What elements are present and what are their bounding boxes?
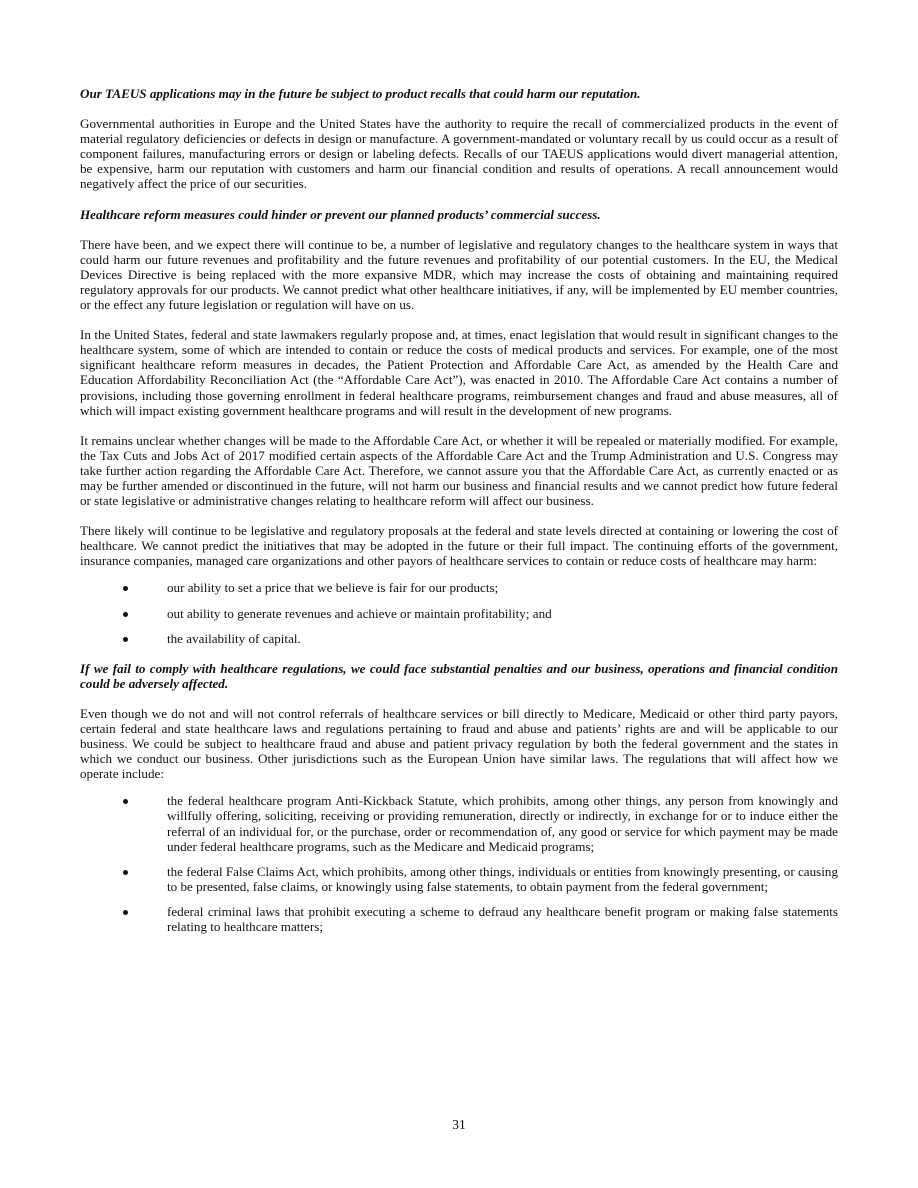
paragraph-legislative-changes: There have been, and we expect there will continue to be, a number of legislative and regulatory changes to the healthcare system in ways that could harm our future revenues and profitability and the future revenues and profitability of our potential customers. In the EU, the Medical Devices Directive is being replaced with the more expansive MDR, which may increase the costs of obtaining and maintaining required regulatory approvals for our products. We cannot predict what other healthcare initiatives, if any, will be implemented by EU member countries, or the effect any future legislation or regulation will have on us.	[80, 236, 838, 313]
list-item	[80, 904, 838, 934]
paragraph-fraud-abuse-laws: Even though we do not and will not control referrals of healthcare services or bill directly to Medicare, Medicaid or other third party payors, certain federal and state healthcare laws and regulations pertaining to fraud and abuse and patients’ rights are and will be applicable to our business. We could be subject to healthcare fraud and abuse and patient privacy regulation by both the federal government and the states in which we conduct our business. Other jurisdictions such as the European Union have similar laws. The regulations that will affect how we operate include:	[80, 705, 838, 782]
bullet-icon	[123, 612, 128, 617]
page-number: 31	[452, 1117, 466, 1132]
bullet-list-harms	[80, 580, 838, 645]
list-item-text: the federal healthcare program Anti-Kickback Statute, which prohibits, among other things, any person from knowingly and willfully offering, soliciting, receiving or providing remuneration, directly or indirectly, in exchange for or to induce either the referral of an individual for, or the purchase, order or recommendation of, any good or service for which payment may be made under federal healthcare programs, such as the Medicare and Medicaid programs;	[167, 793, 838, 854]
list-item-text: the availability of capital.	[167, 630, 301, 646]
list-item	[80, 606, 838, 621]
document-page	[80, 86, 838, 934]
list-item-text: our ability to set a price that we believe is fair for our products;	[167, 580, 499, 596]
list-item-text: the federal False Claims Act, which prohibits, among other things, individuals or entities from knowingly presenting, or causing to be presented, false claims, or knowingly using false statements, to obtain payment from the federal government;	[167, 863, 838, 894]
section-heading-healthcare-regulations: If we fail to comply with healthcare regulations, we could face substantial penalties and our business, operations and financial condition could be adversely affected.	[80, 660, 838, 691]
list-item	[80, 580, 838, 595]
bullet-list-regulations	[80, 793, 838, 934]
bullet-icon	[123, 910, 128, 915]
paragraph-cost-proposals: There likely will continue to be legislative and regulatory proposals at the federal and state levels directed at containing or lowering the cost of healthcare. We cannot predict the initiatives that may be adopted in the future or their full impact. The continuing efforts of the government, insurance companies, managed care organizations and other payors of healthcare services to contain or reduce costs of healthcare may harm:	[80, 523, 838, 569]
paragraph-affordable-care-act: It remains unclear whether changes will be made to the Affordable Care Act, or whether it will be repealed or materially modified. For example, the Tax Cuts and Jobs Act of 2017 modified certain aspects of the Affordable Care Act and the Trump Administration and U.S. Congress may take further action regarding the Affordable Care Act. Therefore, we cannot assure you that the Affordable Care Act, as currently enacted or as may be further amended or discontinued in the future, will not harm our business and financial results and we cannot predict how future federal or state legislative or administrative changes relating to healthcare reform will affect our business.	[80, 432, 838, 509]
list-item	[80, 631, 838, 646]
list-item	[80, 864, 838, 894]
list-item-text: federal criminal laws that prohibit executing a scheme to defraud any healthcare benefit program or making false statements relating to healthcare matters;	[167, 903, 838, 935]
list-item	[80, 793, 838, 853]
section-heading-healthcare-reform: Healthcare reform measures could hinder or prevent our planned products’ commercial success.	[80, 206, 601, 222]
paragraph-us-lawmakers: In the United States, federal and state lawmakers regularly propose and, at times, enact legislation that would result in significant changes to the healthcare system, some of which are intended to contain or reduce the costs of medical products and services. For example, one of the most significant healthcare reform measures in decades, the Patient Protection and Affordable Care Act, as amended by the Health Care and Education Affordability Reconciliation Act (the “Affordable Care Act”), was enacted in 2010. The Affordable Care Act contains a number of provisions, including those governing enrollment in federal healthcare programs, reimbursement changes and fraud and abuse measures, all of which will impact existing government healthcare programs and will result in the development of new programs.	[80, 327, 838, 418]
bullet-icon	[123, 799, 128, 804]
section-heading-product-recalls: Our TAEUS applications may in the future be subject to product recalls that could harm our reputation.	[80, 86, 641, 101]
bullet-icon	[123, 870, 128, 875]
bullet-icon	[123, 637, 128, 642]
paragraph-recall-authority: Governmental authorities in Europe and the United States have the authority to require the recall of commercialized products in the event of material regulatory deficiencies or defects in design or manufacture. A government-mandated or voluntary recall by us could occur as a result of component failures, manufacturing errors or design or labeling defects. Recalls of our TAEUS applications would divert managerial attention, be expensive, harm our reputation with customers and harm our financial condition and results of operations. A recall announcement would negatively affect the price of our securities.	[80, 116, 838, 192]
list-item-text: out ability to generate revenues and achieve or maintain profitability; and	[167, 605, 552, 621]
bullet-icon	[123, 586, 128, 591]
